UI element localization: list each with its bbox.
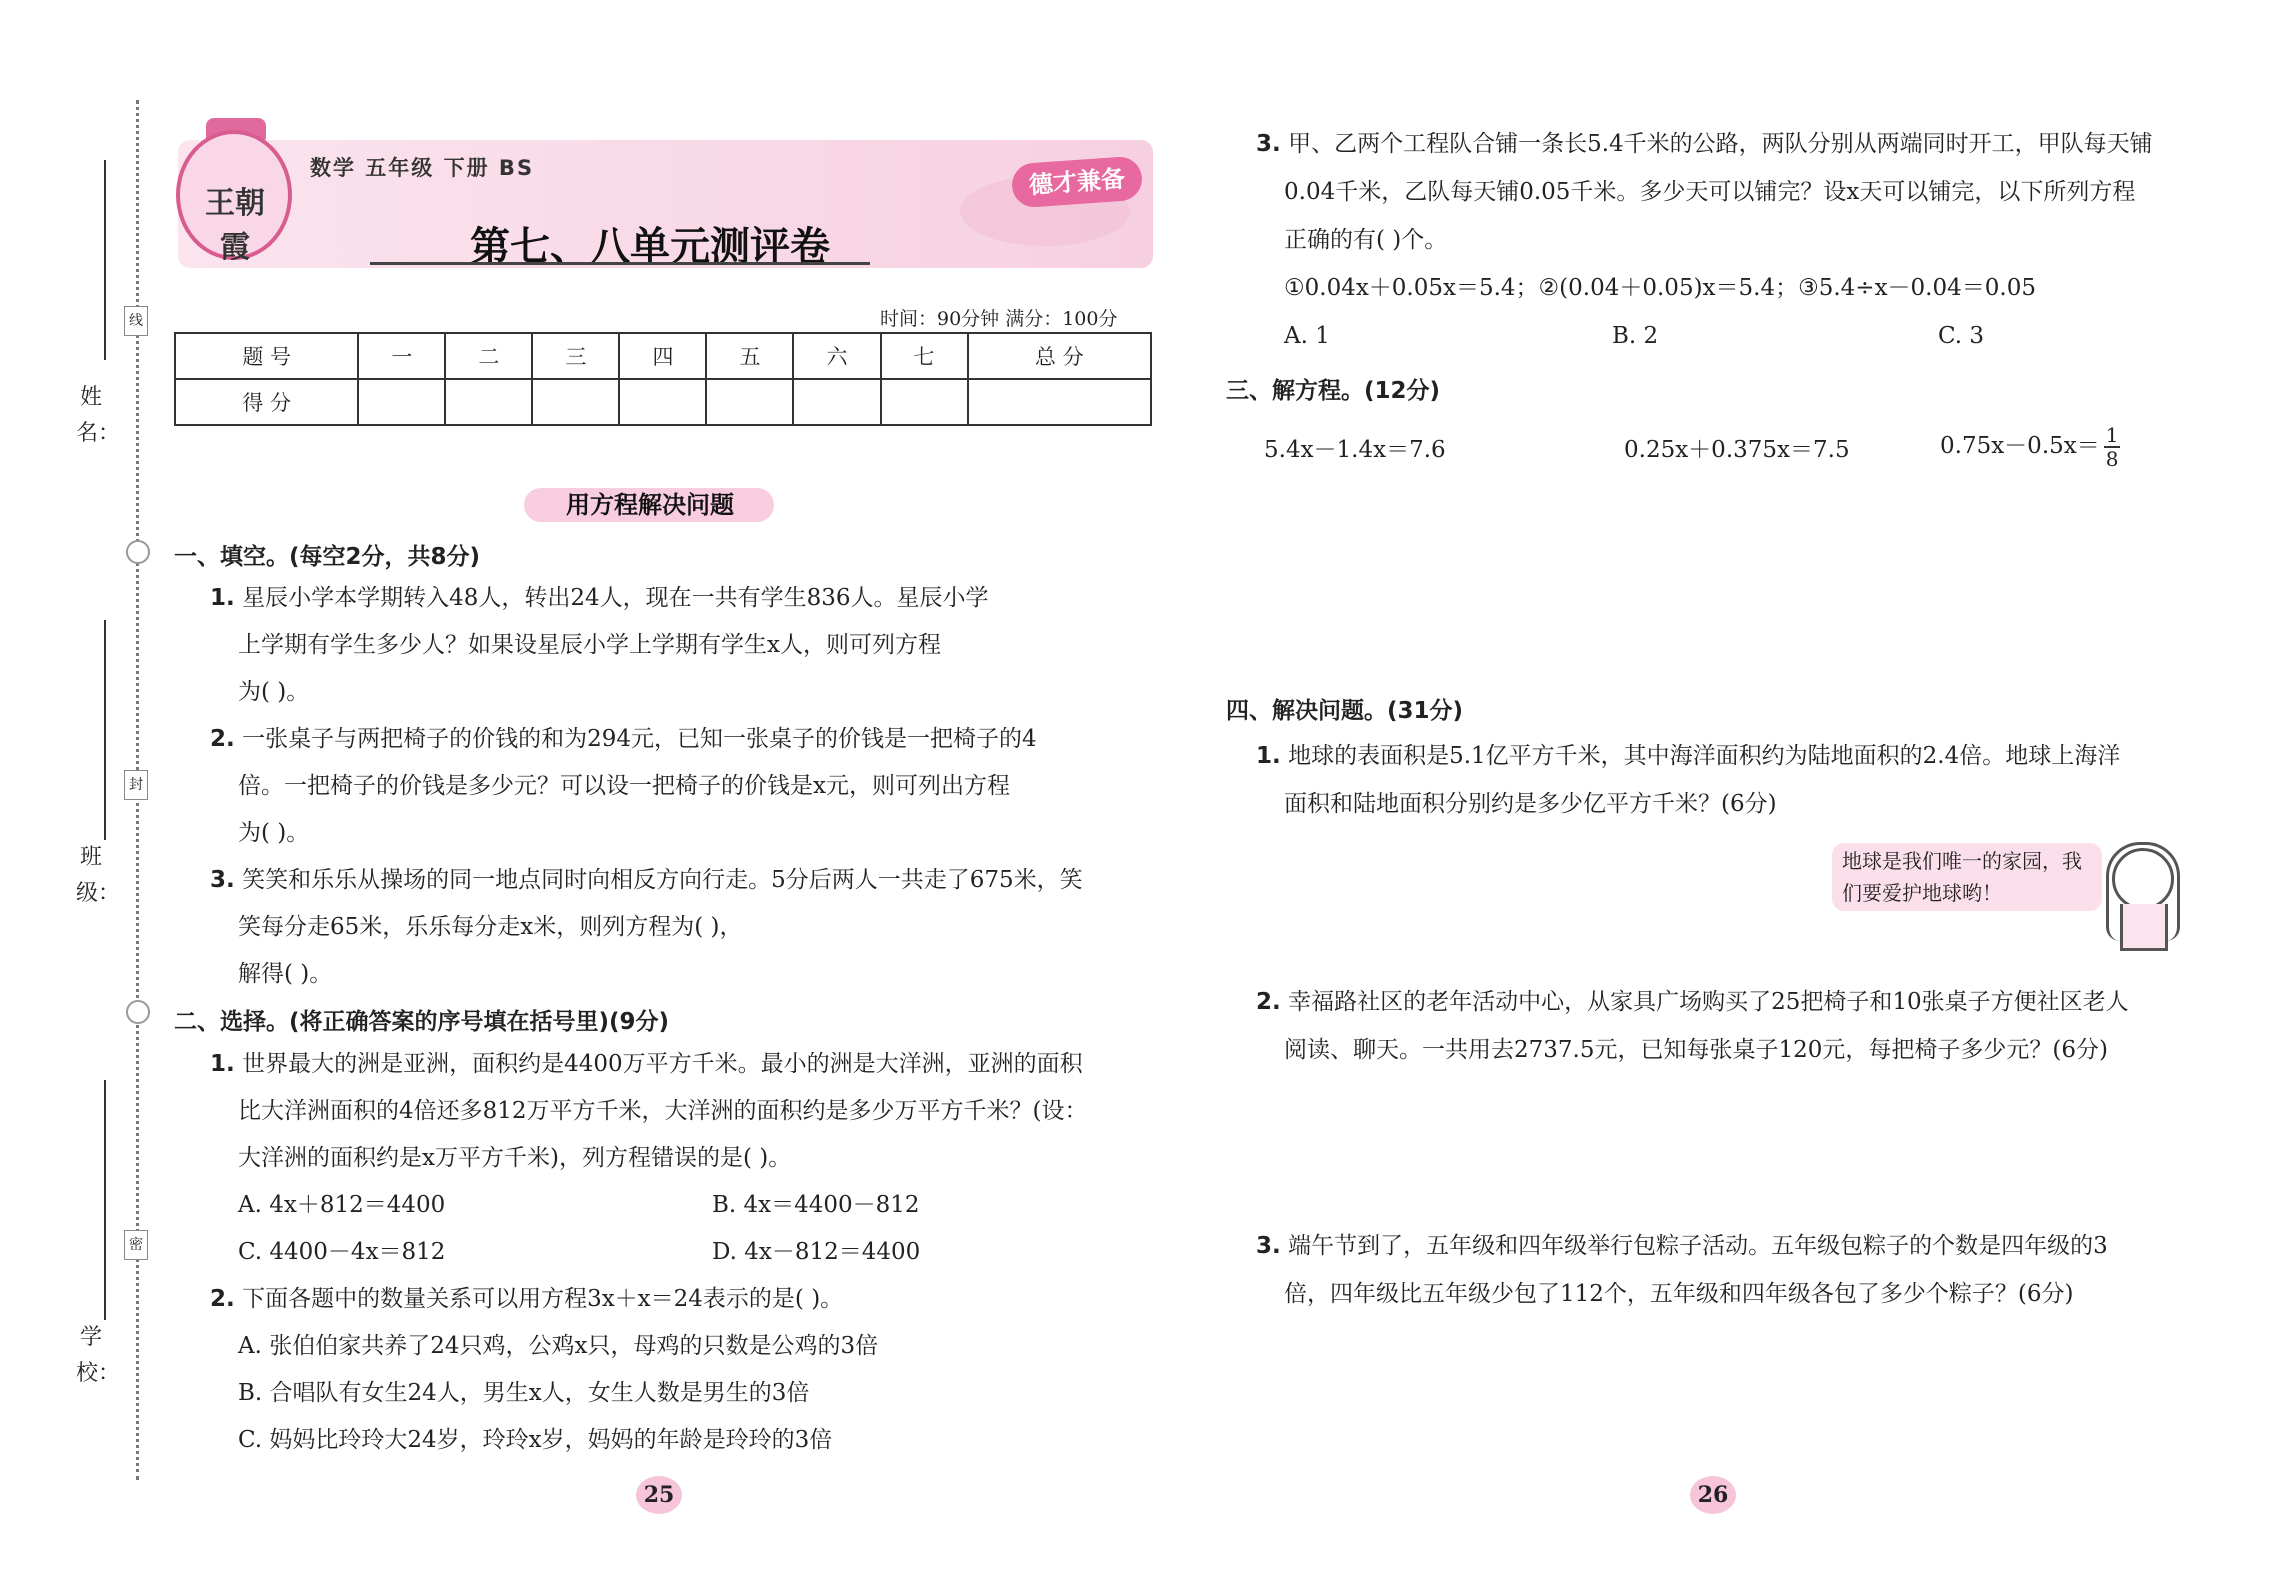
fraction: [2104, 424, 2121, 470]
choice-q3-equations: ①0.04x＋0.05x＝5.4；②(0.04＋0.05)x＝5.4；③5.4÷x－0.04＝0.05: [1284, 275, 2036, 301]
score-header-cell: 一: [358, 333, 445, 379]
school-writing-line: [104, 1080, 106, 1320]
section-header-text: 用方程解决问题: [566, 491, 734, 519]
binding-hole-icon: [126, 540, 150, 564]
problem-2-text-1: 幸福路社区的老年活动中心，从家具广场购买了25把椅子和10张桌子方便社区老人: [1288, 989, 2129, 1015]
girl-illustration-icon: [2112, 848, 2174, 910]
score-header-cell: 三: [532, 333, 619, 379]
fill-q3-text-1: 笑笑和乐乐从操场的同一地点同时向相反方向行走。5分后两人一共走了675米，笑: [242, 867, 1083, 893]
choice-q1-line-3: 大洋洲的面积约是x万平方千米)，列方程错误的是( )。: [238, 1145, 792, 1171]
choice-q1-line-2: 比大洋洲面积的4倍还多812万平方千米，大洋洲的面积约是多少万平方千米？(设：: [238, 1098, 1088, 1124]
class-label: 班 级：: [76, 845, 121, 906]
brand-logo-text: 王朝霞: [205, 186, 265, 265]
question-number: 2.: [210, 726, 235, 752]
name-writing-line: [104, 160, 106, 360]
choice-q3-text-1: 甲、乙两个工程队合铺一条长5.4千米的公路，两队分别从两端同时开工，甲队每天铺: [1288, 131, 2153, 157]
fill-q1-line-3: 为( )。: [238, 679, 310, 705]
class-writing-line: [104, 620, 106, 840]
score-table-header-row: [175, 333, 1151, 379]
fill-q1-line-1: [210, 582, 989, 614]
equation-2: 0.25x＋0.375x＝7.5: [1624, 437, 1850, 463]
question-number: 3.: [210, 867, 235, 893]
page-number-right: 26: [1688, 1470, 1738, 1520]
problem-3-text-1: 端午节到了，五年级和四年级举行包粽子活动。五年级包粽子的个数是四年级的3: [1288, 1233, 2108, 1259]
fill-q3-line-3: 解得( )。: [238, 961, 333, 987]
score-cell: [619, 379, 706, 425]
question-number: 2.: [210, 1286, 235, 1312]
choice-q1-text-1: 世界最大的洲是亚洲，面积约是4400万平方千米。最小的洲是大洋洲，亚洲的面积: [242, 1051, 1083, 1077]
score-cell: [968, 379, 1151, 425]
score-cell: [532, 379, 619, 425]
fill-q2-line-1: [210, 723, 1037, 755]
seal-line-box: 线: [124, 306, 148, 336]
name-label: 姓 名：: [76, 385, 121, 446]
equation-3-left: 0.75x－0.5x＝: [1940, 433, 2100, 459]
problem-1-line-1: [1256, 740, 2120, 772]
score-header-cell: 总 分: [968, 333, 1151, 379]
section-header: [500, 482, 800, 526]
choice-q3-line-2: 0.04千米，乙队每天铺0.05千米。多少天可以铺完？设x天可以铺完，以下所列方程: [1284, 179, 2136, 205]
choice-q3-option-a: A. 1: [1284, 323, 1330, 349]
fill-q3-line-1: [210, 864, 1083, 896]
page-number-left: 25: [634, 1470, 684, 1520]
score-header-cell: 二: [445, 333, 532, 379]
choice-q2-option-b: B. 合唱队有女生24人，男生x人，女生人数是男生的3倍: [238, 1380, 810, 1406]
fill-q1-line-2: 上学期有学生多少人？如果设星辰小学上学期有学生x人，则可列方程: [238, 632, 941, 658]
choice-q3-option-c: C. 3: [1938, 323, 1985, 349]
subject-info: 数学 五年级 下册 BS: [310, 156, 535, 180]
score-header-cell: 题 号: [175, 333, 358, 379]
seal-mi-box: 密: [124, 1230, 148, 1260]
section-4-title: 四、解决问题。(31分): [1226, 698, 1464, 724]
problem-2-line-1: [1256, 986, 2129, 1018]
score-header-cell: 六: [793, 333, 880, 379]
choice-q1-option-b: B. 4x＝4400－812: [712, 1192, 920, 1218]
problem-1-text-1: 地球的表面积是5.1亿平方千米，其中海洋面积约为陆地面积的2.4倍。地球上海洋: [1288, 743, 2121, 769]
fill-q2-line-2: 倍。一把椅子的价钱是多少元？可以设一把椅子的价钱是x元，则可列出方程: [238, 773, 1010, 799]
girl-body-icon: [2120, 904, 2168, 951]
choice-q2-option-c: C. 妈妈比玲玲大24岁，玲玲x岁，妈妈的年龄是玲玲的3倍: [238, 1427, 833, 1453]
section-2-title: 二、选择。(将正确答案的序号填在括号里)(9分): [174, 1009, 670, 1035]
title-underline: [370, 262, 870, 265]
question-number: 3.: [1256, 1233, 1281, 1259]
choice-q3-line-3: 正确的有( )个。: [1284, 227, 1448, 253]
section-1-title: 一、填空。(每空2分，共8分): [174, 544, 481, 570]
fill-q2-line-3: 为( )。: [238, 820, 310, 846]
choice-q1-option-c: C. 4400－4x＝812: [238, 1239, 446, 1265]
score-table-score-row: [175, 379, 1151, 425]
choice-q2-option-a: A. 张伯伯家共养了24只鸡，公鸡x只，母鸡的只数是公鸡的3倍: [238, 1333, 879, 1359]
question-number: 1.: [210, 1051, 235, 1077]
fill-q1-text-1: 星辰小学本学期转入48人，转出24人，现在一共有学生836人。星辰小学: [242, 585, 989, 611]
problem-2-line-2: 阅读、聊天。一共用去2737.5元，已知每张桌子120元，每把椅子多少元？(6分): [1284, 1037, 2108, 1063]
score-cell: [445, 379, 532, 425]
score-row-label: 得 分: [175, 379, 358, 425]
choice-q1-option-a: A. 4x＋812＝4400: [238, 1192, 446, 1218]
equation-1: 5.4x－1.4x＝7.6: [1264, 437, 1446, 463]
tip-bubble: 地球是我们唯一的家园，我们要爱护地球哟！: [1832, 843, 2102, 911]
score-header-cell: 五: [706, 333, 793, 379]
fill-q3-line-2: 笑每分走65米，乐乐每分走x米，则列方程为( )，: [238, 914, 743, 940]
fraction-numerator: 1: [2105, 423, 2119, 447]
choice-q1-line-1: [210, 1048, 1083, 1080]
choice-q1-option-d: D. 4x－812＝4400: [712, 1239, 921, 1265]
score-cell: [358, 379, 445, 425]
fill-q2-text-1: 一张桌子与两把椅子的价钱的和为294元，已知一张桌子的价钱是一把椅子的4: [242, 726, 1037, 752]
score-cell: [706, 379, 793, 425]
score-cell: [881, 379, 968, 425]
fraction-denominator: 8: [2105, 447, 2119, 471]
page-title: 第七、八单元测评卷: [470, 224, 830, 270]
binding-hole-icon: [126, 1000, 150, 1024]
choice-q2-text-1: 下面各题中的数量关系可以用方程3x＋x＝24表示的是( )。: [242, 1286, 844, 1312]
score-cell: [793, 379, 880, 425]
badge: 德才兼备: [1011, 156, 1144, 209]
problem-1-line-2: 面积和陆地面积分别约是多少亿平方千米？(6分): [1284, 791, 1777, 817]
question-number: 3.: [1256, 131, 1281, 157]
question-number: 1.: [1256, 743, 1281, 769]
choice-q2-line-1: [210, 1283, 843, 1315]
score-header-cell: 七: [881, 333, 968, 379]
choice-q3-option-b: B. 2: [1612, 323, 1659, 349]
question-number: 2.: [1256, 989, 1281, 1015]
score-table: [174, 332, 1152, 426]
question-number: 1.: [210, 585, 235, 611]
school-label: 学 校：: [76, 1325, 121, 1386]
choice-q3-line-1: [1256, 128, 2153, 160]
section-3-title: 三、解方程。(12分): [1226, 378, 1441, 404]
exam-meta: 时间：90分钟 满分：100分: [880, 308, 1118, 330]
seal-feng-box: 封: [124, 770, 148, 800]
problem-3-line-1: [1256, 1230, 2108, 1262]
score-header-cell: 四: [619, 333, 706, 379]
problem-3-line-2: 倍，四年级比五年级少包了112个，五年级和四年级各包了多少个粽子？(6分): [1284, 1281, 2074, 1307]
equation-3: [1940, 424, 2120, 470]
